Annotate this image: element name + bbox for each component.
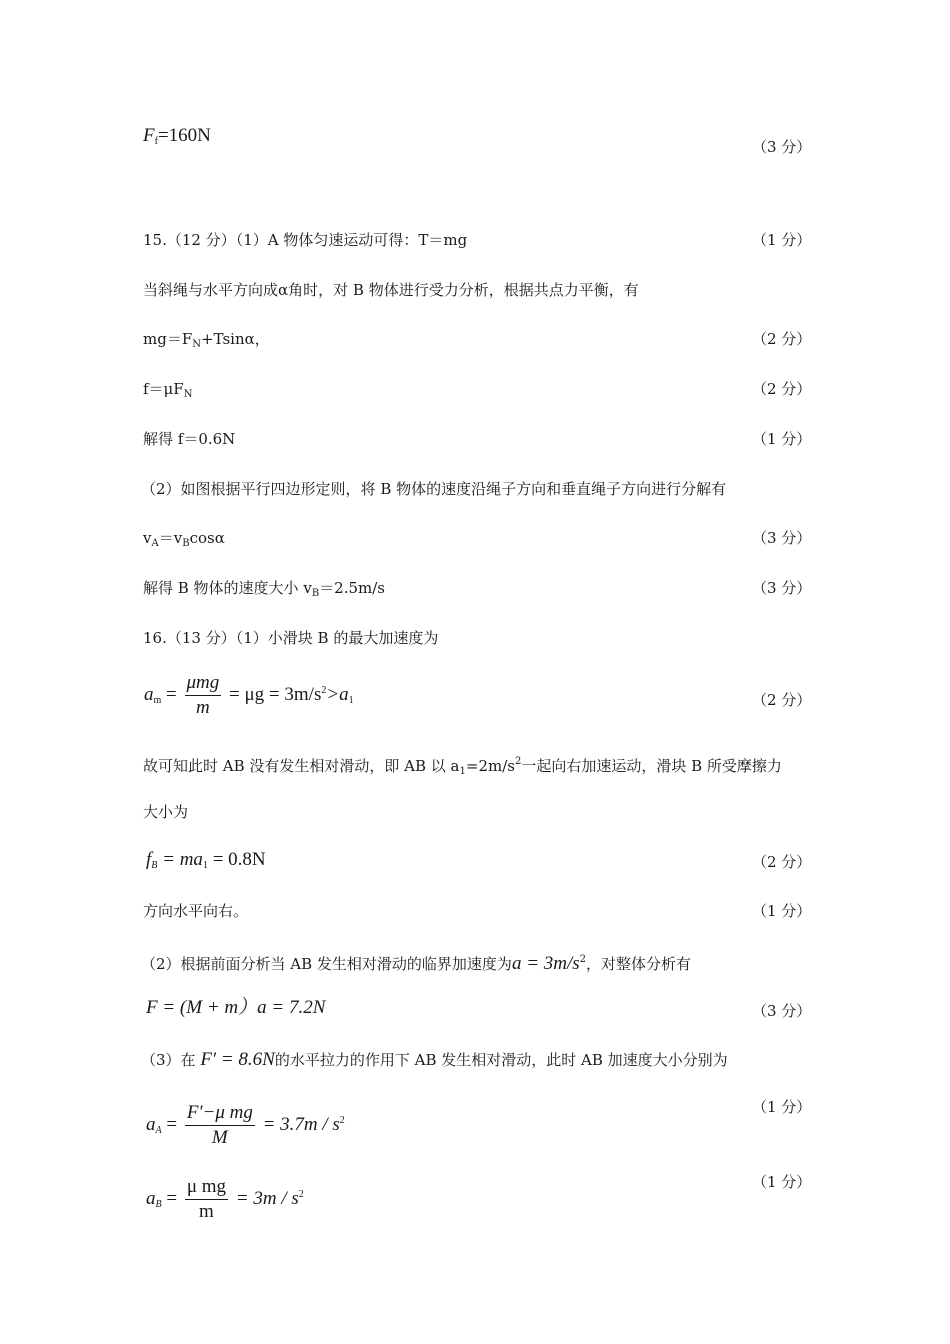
question-15-equation-3 (143, 528, 225, 554)
score-label: （2 分） (752, 380, 812, 398)
applied-force: F′ = 8.6N (200, 1049, 275, 1070)
equals-sign: = (166, 1113, 178, 1135)
score-label: （3 分） (752, 138, 812, 156)
score-label: （1 分） (752, 902, 812, 920)
critical-acceleration: a = 3m/s (511, 953, 580, 974)
score-label: （3 分） (752, 529, 812, 547)
eq-part: F = (M + m）a = 7.2 (146, 997, 313, 1018)
fraction (185, 1176, 228, 1223)
symbol-a: a (144, 683, 154, 705)
eq-part: 解得 B 物体的速度大小 v (143, 579, 312, 597)
text-part: 故可知此时 AB 没有发生相对滑动，即 AB 以 a (143, 757, 460, 775)
superscript-2: 2 (321, 684, 327, 696)
superscript-2: 2 (298, 1188, 304, 1200)
question-15-part-2: （2）如图根据平行四边形定则，将 B 物体的速度沿绳子方向和垂直绳子方向进行分解有 (141, 480, 727, 498)
eq-part: cosα (189, 529, 225, 547)
subscript-A: A (151, 538, 159, 549)
eq-part: = 0.8N (212, 849, 266, 870)
friction-value: =160N (157, 125, 211, 146)
fraction (185, 672, 222, 719)
score-label: （1 分） (752, 1098, 812, 1116)
superscript-2: 2 (514, 756, 522, 767)
subscript-f: f (154, 136, 158, 147)
denominator: m (199, 1201, 214, 1222)
subscript-1: 1 (202, 860, 208, 871)
subscript-m: m (153, 694, 162, 706)
eq-part: = 3.7m / s (262, 1113, 340, 1135)
symbol-a: a (146, 1113, 156, 1135)
numerator: μ mg (185, 1176, 228, 1200)
eq-part: mg＝F (143, 330, 193, 348)
question-15-header: 15.（12 分）（1）A 物体匀速运动可得：T＝mg (143, 231, 468, 249)
symbol-a: a (146, 1187, 156, 1209)
subscript-N: N (183, 389, 193, 400)
subscript-B: B (311, 588, 320, 599)
eq-part: ＝v (158, 529, 183, 547)
eq-part: v (143, 529, 152, 547)
score-label: （2 分） (752, 691, 812, 709)
question-15-result-1: 解得 f＝0.6N (143, 430, 236, 448)
subscript-1: 1 (459, 766, 466, 777)
score-label: （2 分） (752, 330, 812, 348)
subscript-A: A (155, 1124, 162, 1136)
score-label: （2 分） (752, 853, 812, 871)
question-16-text-2: 大小为 (143, 803, 189, 821)
fraction (185, 1102, 255, 1149)
symbol-F: F (143, 125, 155, 146)
eq-part: = 3m / s (235, 1187, 299, 1209)
equals-sign: = (166, 1187, 178, 1209)
text-part: （3）在 (141, 1051, 196, 1069)
question-15-result-2 (143, 578, 385, 604)
text-part: 一起向右加速运动，滑块 B 所受摩擦力 (521, 757, 782, 775)
subscript-1: 1 (348, 694, 354, 706)
score-label: （1 分） (752, 430, 812, 448)
acceleration-a-equation (146, 1102, 345, 1149)
equals-sign: = (166, 683, 177, 705)
question-16-part-3 (141, 1050, 728, 1070)
total-force-equation (146, 998, 325, 1018)
friction-b-equation (146, 850, 266, 876)
question-15-equation-1 (143, 329, 270, 355)
eq-part: +Tsinα， (200, 330, 270, 348)
numerator: μmg (185, 672, 222, 696)
subscript-N: N (192, 339, 201, 350)
unit-N: N (312, 997, 326, 1018)
subscript-B: B (151, 860, 158, 871)
score-label: （1 分） (752, 231, 812, 249)
text-part: =2m/s (465, 757, 515, 775)
numerator: F'−μ mg (185, 1102, 255, 1126)
eq-part: = ma (162, 849, 203, 870)
eq-part: = μg = 3m/s (229, 683, 322, 705)
text-part: （2）根据前面分析当 AB 发生相对滑动的临界加速度为 (141, 955, 512, 973)
question-16-header: 16.（13 分）（1）小滑块 B 的最大加速度为 (143, 629, 439, 647)
denominator: M (211, 1127, 228, 1148)
question-15-equation-2 (143, 379, 192, 405)
text-part: ，对整体分析有 (586, 955, 692, 973)
text-part: 的水平拉力的作用下 AB 发生相对滑动，此时 AB 加速度大小分别为 (274, 1051, 728, 1069)
eq-part: f＝μF (143, 380, 184, 398)
subscript-B: B (155, 1198, 162, 1210)
subscript-B: B (182, 538, 190, 549)
score-label: （1 分） (752, 1173, 812, 1191)
superscript-2: 2 (579, 954, 587, 965)
score-label: （3 分） (752, 1002, 812, 1020)
question-16-text-1 (143, 752, 782, 782)
friction-force-equation (143, 126, 211, 152)
max-acceleration-equation (144, 672, 354, 719)
eq-part: ＝2.5m/s (319, 579, 386, 597)
question-16-direction: 方向水平向右。 (143, 902, 249, 920)
question-15-analysis: 当斜绳与水平方向成α角时，对 B 物体进行受力分析，根据共点力平衡，有 (143, 281, 639, 299)
superscript-2: 2 (339, 1114, 345, 1126)
score-label: （3 分） (752, 579, 812, 597)
denominator: m (196, 697, 210, 718)
eq-part: >a (326, 683, 349, 705)
acceleration-b-equation (146, 1176, 304, 1223)
symbol-f: f (146, 849, 152, 870)
question-16-part-2 (141, 950, 691, 974)
